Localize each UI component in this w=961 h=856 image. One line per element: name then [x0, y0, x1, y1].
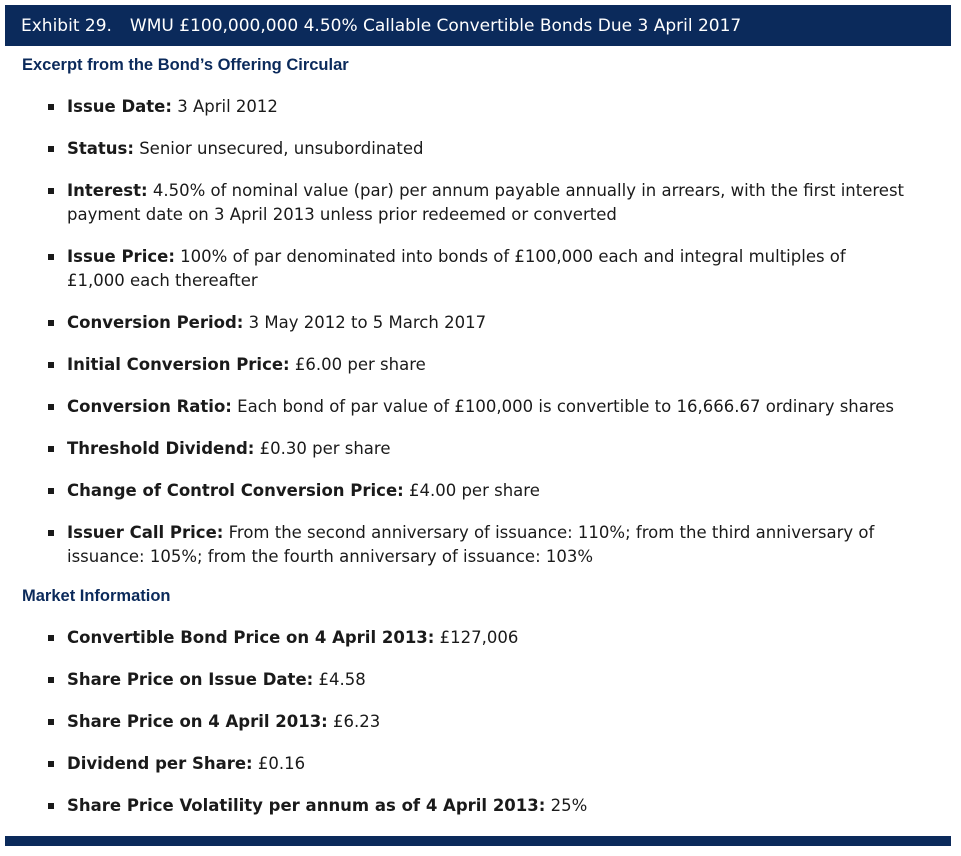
term-label: Share Price Volatility per annum as of 4 April 2013: — [67, 796, 546, 815]
list-item-issue-date — [48, 95, 908, 119]
list-item-initial-conversion-price — [48, 353, 908, 377]
term-label: Threshold Dividend: — [67, 439, 255, 458]
list-item-status — [48, 137, 908, 161]
term-label: Conversion Ratio: — [67, 397, 232, 416]
list-item-share-price-issue — [48, 668, 908, 692]
term-value: 3 April 2012 — [171, 97, 278, 116]
bullet-icon — [48, 188, 54, 194]
term-value: 25% — [545, 796, 588, 815]
term-label: Status: — [67, 139, 134, 158]
term-label: Share Price on 4 April 2013: — [67, 712, 328, 731]
term-value: £0.16 — [252, 754, 306, 773]
term-value: £4.58 — [313, 670, 366, 689]
bullet-icon — [48, 761, 54, 767]
exhibit-header — [5, 5, 951, 46]
list-item-interest — [48, 179, 908, 227]
term-value: 3 May 2012 to 5 March 2017 — [243, 313, 487, 332]
term-value: £4.00 per share — [403, 481, 540, 500]
term-label: Issuer Call Price: — [67, 523, 224, 542]
list-item-change-of-control — [48, 479, 908, 503]
bullet-icon — [48, 254, 54, 260]
term-value: 100% of par denominated into bonds of £100,000 each and integral multiples of £1,000 each thereafter — [67, 247, 846, 290]
list-item-conversion-period — [48, 311, 908, 335]
market-section-heading: Market Information — [22, 587, 171, 605]
list-item-issue-price — [48, 245, 908, 293]
term-value: £6.23 — [327, 712, 381, 731]
bullet-icon — [48, 104, 54, 110]
bullet-icon — [48, 446, 54, 452]
bullet-icon — [48, 146, 54, 152]
term-value: Senior unsecured, unsubordinated — [133, 139, 424, 158]
list-item-conversion-ratio — [48, 395, 908, 419]
term-label: Initial Conversion Price: — [67, 355, 290, 374]
term-label: Change of Control Conversion Price: — [67, 481, 404, 500]
list-item-share-price-april — [48, 710, 908, 734]
term-label: Share Price on Issue Date: — [67, 670, 314, 689]
term-value: Each bond of par value of £100,000 is convertible to 16,666.67 ordinary shares — [231, 397, 895, 416]
bullet-icon — [48, 488, 54, 494]
term-value: From the second anniversary of issuance: 110%; from the third anniversary of issuance: 105%; from the fourth anniversary of issuance: 103% — [67, 523, 875, 566]
term-label: Issue Price: — [67, 247, 175, 266]
bullet-icon — [48, 635, 54, 641]
term-label: Dividend per Share: — [67, 754, 253, 773]
bullet-icon — [48, 320, 54, 326]
term-value: £6.00 per share — [289, 355, 426, 374]
term-label: Convertible Bond Price on 4 April 2013: — [67, 628, 435, 647]
list-item-dividend — [48, 752, 908, 776]
bullet-icon — [48, 530, 54, 536]
list-item-volatility — [48, 794, 908, 818]
bullet-icon — [48, 803, 54, 809]
list-item-bond-price — [48, 626, 908, 650]
footer-rule — [5, 836, 951, 846]
circular-section-heading: Excerpt from the Bond’s Offering Circular — [22, 56, 349, 74]
term-value: £127,006 — [434, 628, 519, 647]
exhibit-number: Exhibit 29. — [21, 15, 112, 36]
bullet-icon — [48, 362, 54, 368]
term-label: Issue Date: — [67, 97, 172, 116]
bullet-icon — [48, 404, 54, 410]
list-item-issuer-call-price — [48, 521, 908, 569]
bullet-icon — [48, 719, 54, 725]
list-item-threshold-dividend — [48, 437, 908, 461]
term-value: £0.30 per share — [254, 439, 391, 458]
exhibit-title: WMU £100,000,000 4.50% Callable Convertible Bonds Due 3 April 2017 — [129, 15, 742, 36]
term-label: Conversion Period: — [67, 313, 244, 332]
term-value: 4.50% of nominal value (par) per annum payable annually in arrears, with the first interest payment date on 3 April 2013 unless prior redeemed or converted — [67, 181, 905, 224]
term-label: Interest: — [67, 181, 148, 200]
bullet-icon — [48, 677, 54, 683]
